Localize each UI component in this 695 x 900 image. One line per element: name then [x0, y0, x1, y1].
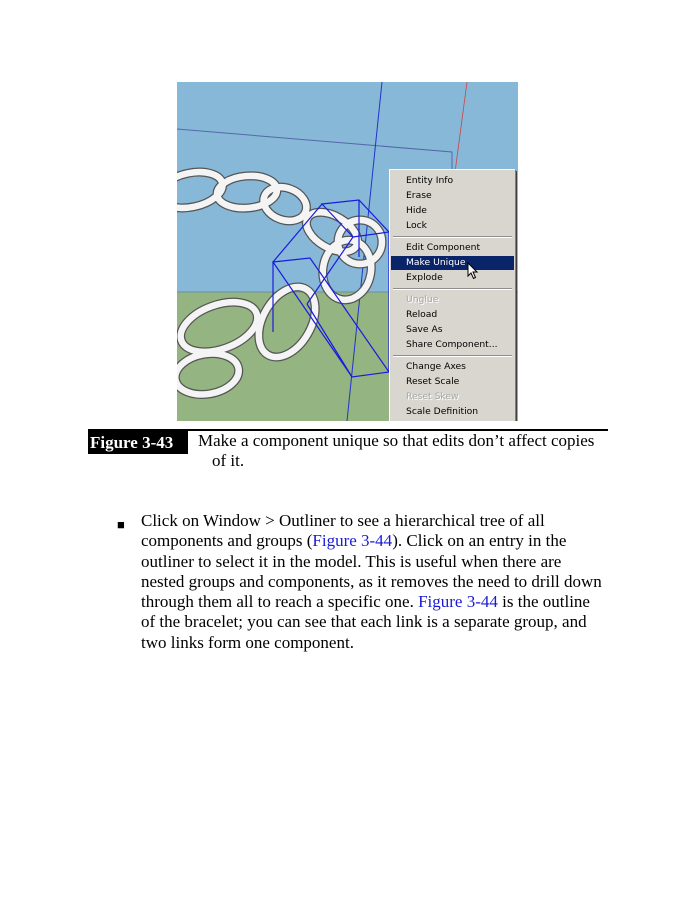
text-line: [141, 552, 611, 572]
menu-item-erase[interactable]: Erase: [406, 190, 432, 201]
figure-3-43-screenshot: [177, 82, 518, 421]
menu-item-change-axes[interactable]: Change Axes: [406, 361, 466, 372]
text-segment: Click on Window > Outliner to see a hierarchical tree of all: [141, 511, 545, 530]
text-line: [141, 592, 611, 612]
text-line: [141, 531, 611, 551]
text-line: [141, 612, 611, 632]
text-line: [141, 633, 611, 653]
text-segment: two links form one component.: [141, 632, 354, 652]
text-segment: ). Click on an entry in the: [392, 531, 567, 551]
context-menu: [389, 169, 515, 421]
menu-item-unglue: Unglue: [406, 294, 439, 305]
text-line: [141, 572, 611, 592]
menu-item-reload[interactable]: Reload: [406, 309, 438, 320]
text-line: [141, 511, 611, 531]
text-segment: components and groups (: [141, 531, 313, 551]
menu-item-reset-skew: Reset Skew: [406, 391, 459, 402]
menu-separator: [393, 355, 512, 357]
text-segment: is the outline: [497, 592, 590, 612]
menu-item-lock[interactable]: Lock: [406, 220, 427, 231]
menu-item-share-component[interactable]: Share Component...: [406, 339, 498, 350]
menu-separator: [393, 236, 512, 238]
figure-cross-reference-link[interactable]: Figure 3-44: [312, 531, 393, 551]
menu-item-hide[interactable]: Hide: [406, 205, 427, 216]
mouse-pointer-icon: [467, 262, 479, 280]
text-segment: through them all to reach a specific one.: [141, 592, 419, 612]
text-segment: of the bracelet; you can see that each link is a separate group, and: [141, 612, 587, 632]
figure-caption: [198, 431, 608, 471]
body-paragraph: [141, 511, 611, 653]
menu-item-reset-scale[interactable]: Reset Scale: [406, 376, 460, 387]
bullet-marker: ■: [117, 517, 125, 532]
caption-line-1: Make a component unique so that edits don’t affect copies: [198, 431, 595, 450]
menu-item-make-unique[interactable]: Make Unique: [391, 256, 514, 270]
text-segment: nested groups and components, as it removes the need to drill down: [141, 571, 602, 591]
menu-item-save-as[interactable]: Save As: [406, 324, 443, 335]
text-segment: outliner to select it in the model. This is useful when there are: [141, 551, 562, 571]
menu-item-explode[interactable]: Explode: [406, 272, 443, 283]
caption-line-2: of it.: [212, 451, 245, 470]
menu-item-scale-definition[interactable]: Scale Definition: [406, 406, 479, 417]
figure-cross-reference-link[interactable]: Figure 3-44: [418, 592, 498, 612]
menu-item-edit-component[interactable]: Edit Component: [406, 242, 481, 253]
menu-separator: [393, 288, 512, 290]
figure-label: Figure 3-43: [88, 431, 188, 454]
menu-item-entity-info[interactable]: Entity Info: [406, 175, 454, 186]
